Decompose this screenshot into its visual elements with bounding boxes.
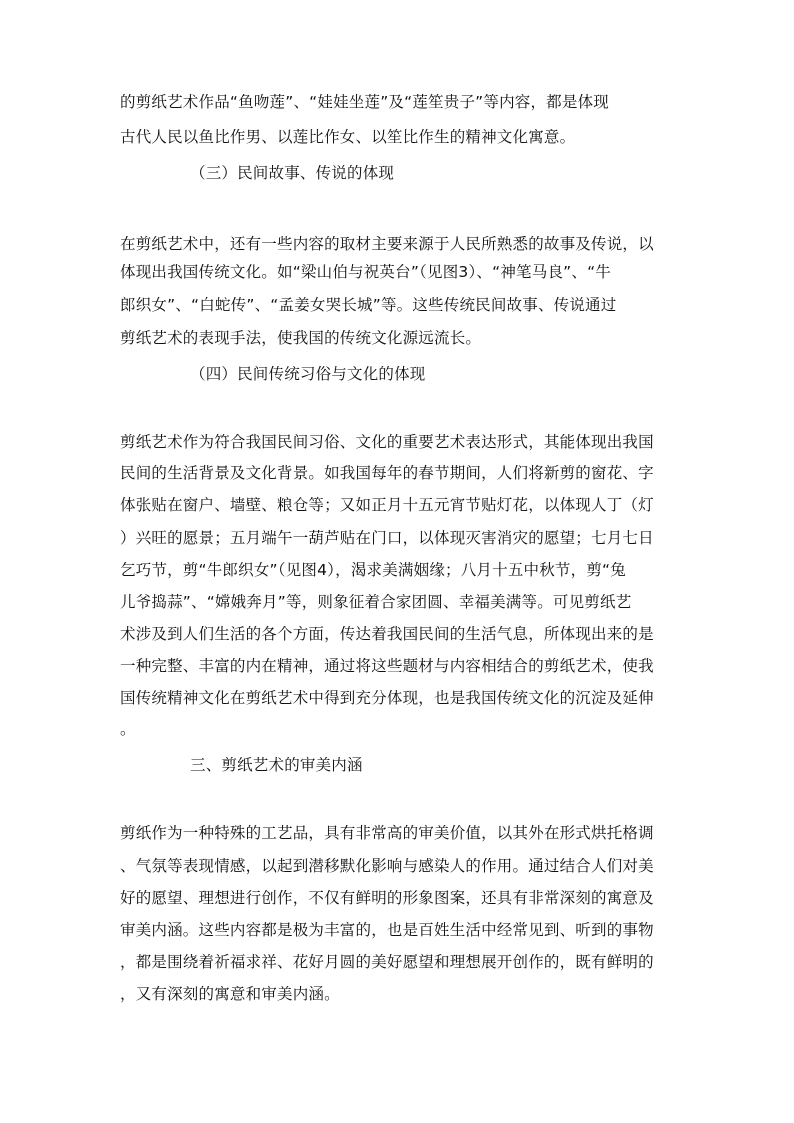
section-heading: （四）民间传统习俗与文化的体现 (190, 365, 426, 383)
paragraph-line: 郎织女”、“白蛇传”、“孟姜女哭长城”等。这些传统民间故事、传说通过 (120, 296, 617, 314)
paragraph-line: 体张贴在窗户、墙壁、粮仓等；又如正月十五元宵节贴灯花，以体现人丁（灯 (120, 496, 654, 514)
paragraph-line: 剪纸艺术作为符合我国民间习俗、文化的重要艺术表达形式，其能体现出我国 (120, 433, 654, 451)
paragraph-line: 古代人民以鱼比作男、以莲比作女、以笙比作生的精神文化寓意。 (120, 128, 576, 146)
section-heading: （三）民间故事、传说的体现 (190, 164, 395, 182)
section-heading: 三、剪纸艺术的审美内涵 (190, 756, 363, 774)
paragraph-line: 的剪纸艺术作品“鱼吻莲”、“娃娃坐莲”及“莲笙贵子”等内容，都是体现 (120, 93, 609, 111)
paragraph-line: 在剪纸艺术中，还有一些内容的取材主要来源于人民所熟悉的故事及传说，以 (120, 235, 654, 253)
paragraph-line: 儿爷捣蒜”、“嫦娥奔月”等，则象征着合家团圆、幸福美满等。可见剪纸艺 (120, 593, 632, 611)
paragraph-line: 乞巧节，剪“牛郎织女”（见图4），渴求美满姻缘；八月十五中秋节，剪“兔 (120, 561, 626, 579)
paragraph-line: ，都是围绕着祈福求祥、花好月圆的美好愿望和理想展开创作的，既有鲜明的 (120, 953, 654, 971)
paragraph-line: ）兴旺的愿景；五月端午一葫芦贴在门口，以体现灭害消灾的愿望；七月七日 (120, 529, 654, 547)
paragraph-line: ，又有深刻的寓意和审美内涵。 (120, 985, 340, 1003)
paragraph-line: 剪纸作为一种特殊的工艺品，具有非常高的审美价值，以其外在形式烘托格调 (120, 824, 654, 842)
paragraph-line: 国传统精神文化在剪纸艺术中得到充分体现，也是我国传统文化的沉淀及延伸 (120, 689, 654, 707)
paragraph-line: 。 (120, 720, 136, 738)
paragraph-line: 审美内涵。这些内容都是极为丰富的，也是百姓生活中经常见到、听到的事物 (120, 921, 654, 939)
paragraph-line: 一种完整、丰富的内在精神，通过将这些题材与内容相结合的剪纸艺术，使我 (120, 657, 654, 675)
paragraph-line: 剪纸艺术的表现手法，使我国的传统文化源远流长。 (120, 329, 482, 347)
paragraph-line: 好的愿望、理想进行创作，不仅有鲜明的形象图案，还具有非常深刻的寓意及 (120, 889, 654, 907)
paragraph-line: 术涉及到人们生活的各个方面，传达着我国民间的生活气息，所体现出来的是 (120, 625, 654, 643)
paragraph-line: 体现出我国传统文化。如“梁山伯与祝英台”（见图3）、“神笔马良”、“牛 (120, 263, 612, 281)
paragraph-line: 、气氛等表现情感，以起到潜移默化影响与感染人的作用。通过结合人们对美 (120, 857, 654, 875)
paragraph-line: 民间的生活背景及文化背景。如我国每年的春节期间，人们将新剪的窗花、字 (120, 464, 654, 482)
